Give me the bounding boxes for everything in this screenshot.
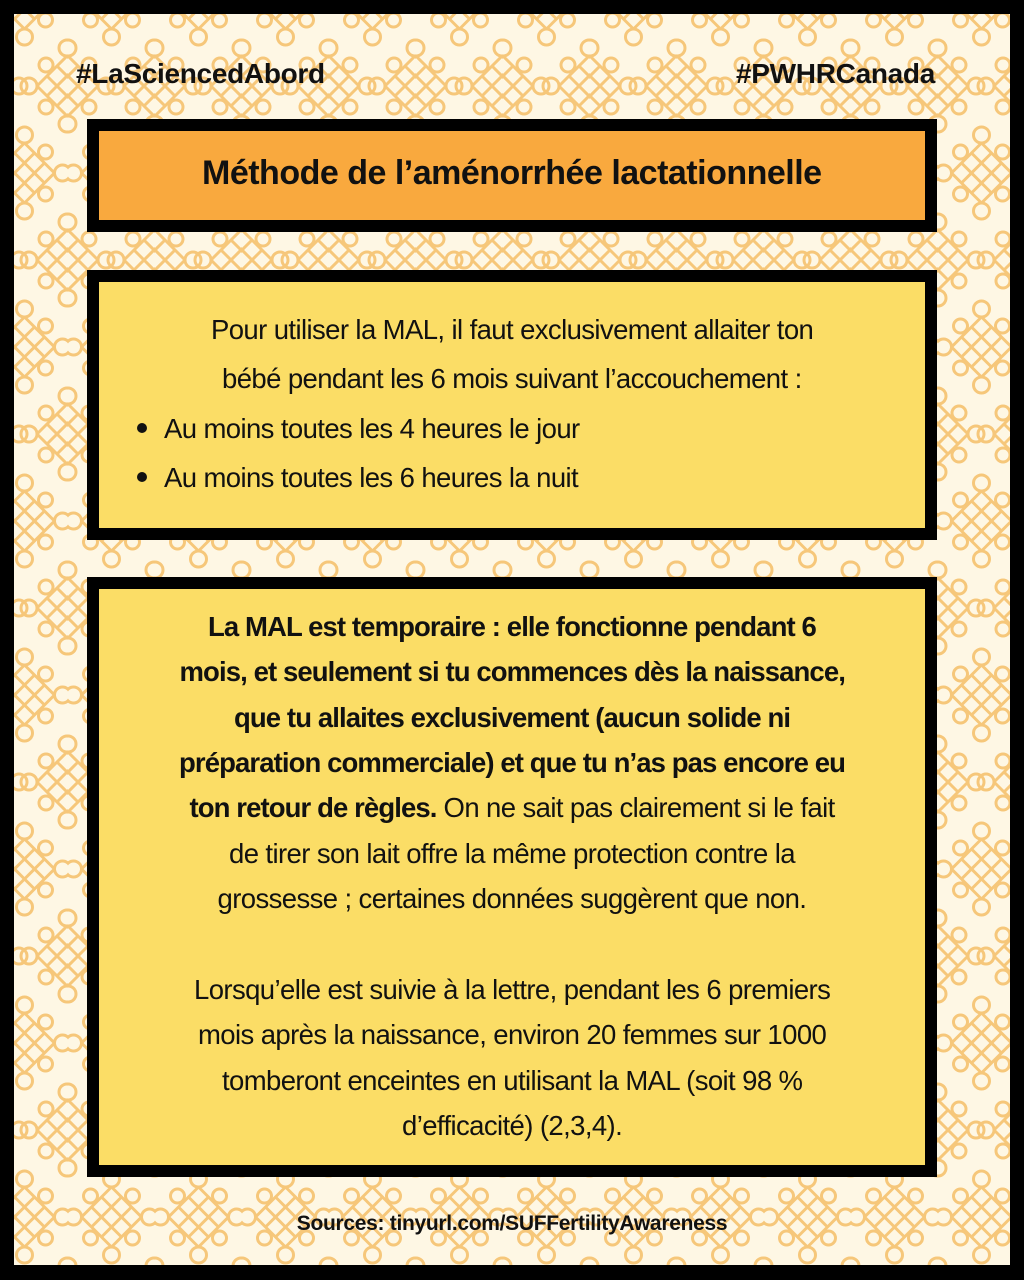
sources-link[interactable]: Sources: tinyurl.com/SUFFertilityAwareness: [296, 1212, 728, 1235]
hashtag-left: #LaSciencedAbord: [76, 58, 325, 89]
bullet-icon: [137, 472, 147, 482]
intro-panel: [87, 270, 937, 540]
bullet-item: [137, 462, 578, 494]
poster-canvas: [14, 14, 1010, 1265]
hashtag-right: #PWHRCanada: [736, 58, 935, 89]
title-banner: [87, 119, 937, 232]
detail-bold-line: que tu allaites exclusivement (aucun solide ni: [234, 702, 791, 733]
efficacy-line: Lorsqu’elle est suivie à la lettre, pendant les 6 premiers: [194, 974, 831, 1005]
bullet-text: Au moins toutes les 4 heures le jour: [164, 413, 580, 444]
detail-bold-line: mois, et seulement si tu commences dès la naissance,: [179, 656, 845, 687]
detail-mixed-bold: ton retour de règles.: [189, 792, 437, 823]
detail-mixed-line: [190, 792, 835, 824]
intro-line: Pour utiliser la MAL, il faut exclusivement allaiter ton: [211, 314, 814, 345]
efficacy-line: tomberont enceintes en utilisant la MAL (soit 98 %: [222, 1065, 803, 1096]
intro-line: bébé pendant les 6 mois suivant l’accouchement :: [222, 363, 802, 394]
bullet-item: [137, 413, 580, 445]
bullet-icon: [137, 423, 147, 433]
detail-panel: [87, 577, 937, 1177]
detail-mixed-regular: On ne sait pas clairement si le fait: [436, 792, 835, 823]
detail-line: de tirer son lait offre la même protection contre la: [229, 838, 795, 869]
bullet-text: Au moins toutes les 6 heures la nuit: [164, 462, 579, 493]
page-title: Méthode de l’aménorrhée lactationnelle: [202, 154, 822, 192]
detail-bold-line: La MAL est temporaire : elle fonctionne pendant 6: [208, 611, 816, 642]
efficacy-line: mois après la naissance, environ 20 femmes sur 1000: [198, 1019, 827, 1050]
efficacy-line: d’efficacité) (2,3,4).: [402, 1110, 623, 1141]
detail-bold-line: préparation commerciale) et que tu n’as pas encore eu: [179, 747, 845, 778]
detail-line: grossesse ; certaines données suggèrent que non.: [217, 883, 807, 914]
